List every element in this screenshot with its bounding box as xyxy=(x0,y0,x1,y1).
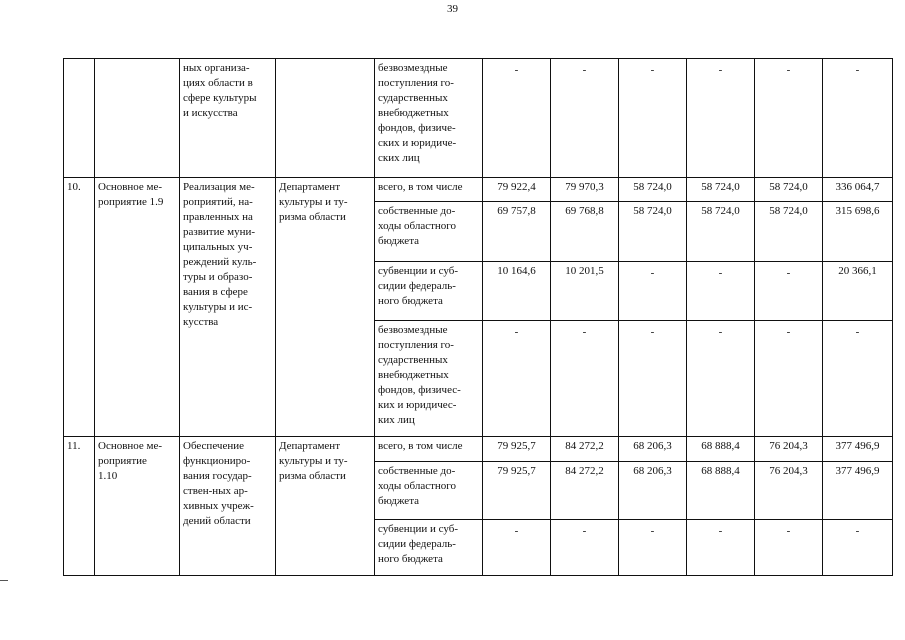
value-cell: 315 698,6 xyxy=(823,202,893,262)
value-cell: - xyxy=(619,59,687,178)
value-cell: 58 724,0 xyxy=(687,178,755,202)
value-cell: 58 724,0 xyxy=(619,178,687,202)
event-name-cell: Обеспечение функциониро- вания государ- ствен-ных ар- хивных учреж- дений области xyxy=(180,437,276,576)
funding-source-cell: собственные до- ходы областного бюджета xyxy=(375,202,483,262)
value-cell: 10 201,5 xyxy=(551,262,619,321)
value-cell: 84 272,2 xyxy=(551,462,619,520)
executor-cell: Департамент культуры и ту- ризма области xyxy=(276,178,375,437)
event-cell xyxy=(95,59,180,178)
value-cell: - xyxy=(687,262,755,321)
event-cell: Основное ме- роприятие 1.10 xyxy=(95,437,180,576)
value-cell: 68 206,3 xyxy=(619,437,687,462)
value-cell: - xyxy=(551,59,619,178)
value-cell: - xyxy=(687,59,755,178)
value-cell: 79 970,3 xyxy=(551,178,619,202)
funding-source-cell: субвенции и суб- сидии федераль- ного бюджета xyxy=(375,262,483,321)
funding-source-cell: субвенции и суб- сидии федераль- ного бюджета xyxy=(375,520,483,576)
value-cell: 79 925,7 xyxy=(483,462,551,520)
value-cell: 69 768,8 xyxy=(551,202,619,262)
value-cell: 68 888,4 xyxy=(687,462,755,520)
row-number-cell: 11. xyxy=(64,437,95,576)
value-cell: - xyxy=(823,520,893,576)
row-number-cell xyxy=(64,59,95,178)
value-cell: 58 724,0 xyxy=(687,202,755,262)
value-cell: 79 922,4 xyxy=(483,178,551,202)
table-row xyxy=(64,437,893,462)
value-cell: - xyxy=(551,321,619,437)
value-cell: - xyxy=(619,262,687,321)
value-cell: - xyxy=(755,262,823,321)
value-cell: 76 204,3 xyxy=(755,437,823,462)
value-cell: 69 757,8 xyxy=(483,202,551,262)
value-cell: 58 724,0 xyxy=(755,178,823,202)
value-cell: 68 888,4 xyxy=(687,437,755,462)
page-number: 39 xyxy=(447,3,458,15)
value-cell: 20 366,1 xyxy=(823,262,893,321)
value-cell: 336 064,7 xyxy=(823,178,893,202)
value-cell: - xyxy=(823,59,893,178)
event-name-cell: Реализация ме- роприятий, на- правленных на развитие муни- ципальных уч- реждений куль- туры и образо- вания в сфере культуры и ис- кусства xyxy=(180,178,276,437)
value-cell: - xyxy=(483,59,551,178)
value-cell: - xyxy=(483,520,551,576)
value-cell: - xyxy=(823,321,893,437)
value-cell: 377 496,9 xyxy=(823,462,893,520)
funding-source-cell: всего, в том числе xyxy=(375,178,483,202)
event-name-cell: ных организа- циях области в сфере культуры и искусства xyxy=(180,59,276,178)
table-row xyxy=(64,59,893,178)
value-cell: - xyxy=(551,520,619,576)
value-cell: 76 204,3 xyxy=(755,462,823,520)
value-cell: 58 724,0 xyxy=(755,202,823,262)
value-cell: 377 496,9 xyxy=(823,437,893,462)
value-cell: - xyxy=(755,321,823,437)
funding-source-cell: безвозмездные поступления го- сударственных внебюджетных фондов, физиче- ских и юридиче- ских лиц xyxy=(375,59,483,178)
value-cell: - xyxy=(755,59,823,178)
funding-source-cell: собственные до- ходы областного бюджета xyxy=(375,462,483,520)
value-cell: 10 164,6 xyxy=(483,262,551,321)
margin-mark xyxy=(0,580,8,581)
value-cell: - xyxy=(687,321,755,437)
value-cell: 58 724,0 xyxy=(619,202,687,262)
event-cell: Основное ме- роприятие 1.9 xyxy=(95,178,180,437)
row-number-cell: 10. xyxy=(64,178,95,437)
funding-source-cell: всего, в том числе xyxy=(375,437,483,462)
funding-source-cell: безвозмездные поступления го- сударственных внебюджетных фондов, физичес- ких и юридичес- ких лиц xyxy=(375,321,483,437)
budget-table xyxy=(63,58,893,576)
value-cell: - xyxy=(483,321,551,437)
value-cell: - xyxy=(619,321,687,437)
table-row xyxy=(64,178,893,202)
executor-cell: Департамент культуры и ту- ризма области xyxy=(276,437,375,576)
value-cell: 68 206,3 xyxy=(619,462,687,520)
value-cell: - xyxy=(619,520,687,576)
value-cell: 84 272,2 xyxy=(551,437,619,462)
value-cell: - xyxy=(687,520,755,576)
executor-cell xyxy=(276,59,375,178)
value-cell: - xyxy=(755,520,823,576)
value-cell: 79 925,7 xyxy=(483,437,551,462)
